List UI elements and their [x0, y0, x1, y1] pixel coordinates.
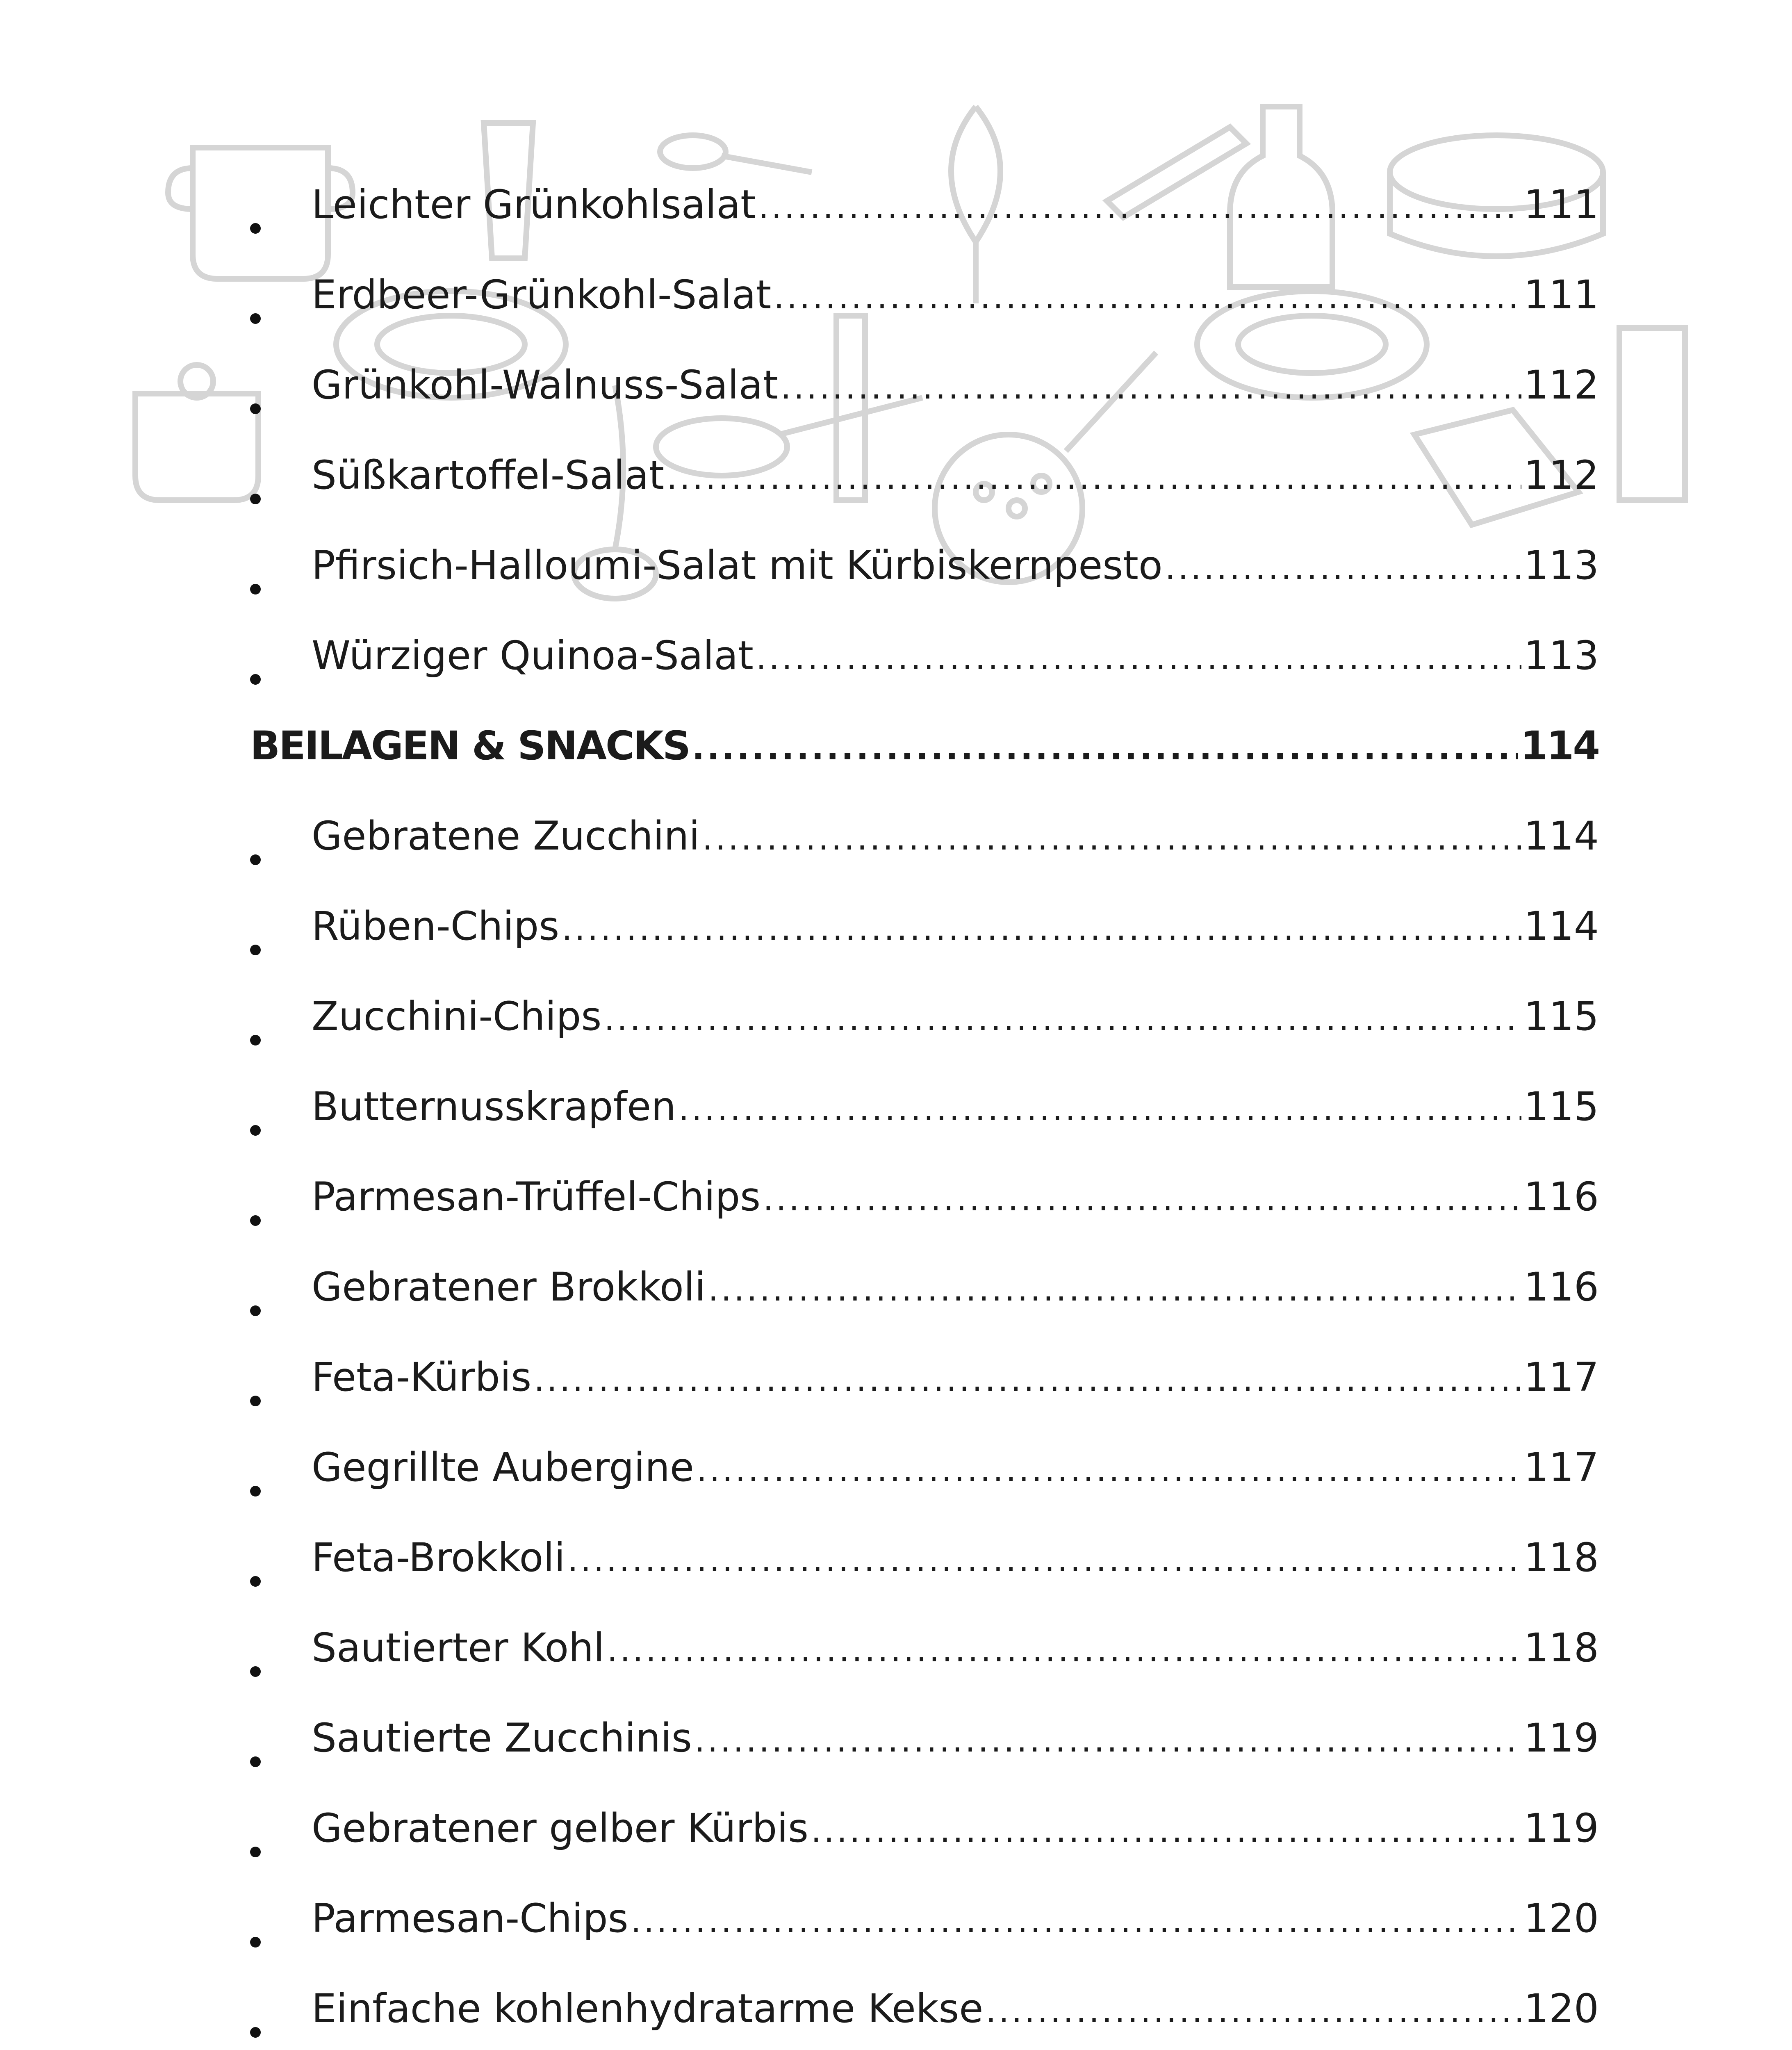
toc-page-number: 113 [1523, 633, 1599, 679]
toc-page-number: 117 [1523, 1444, 1599, 1490]
dot-leader [781, 365, 1521, 410]
toc-page-number: 118 [1523, 1625, 1599, 1671]
toc-page-number: 120 [1523, 1895, 1599, 1941]
toc-entry-title: Parmesan-Trüffel-Chips [312, 1174, 761, 1220]
toc-entry-title: Erdbeer-Grünkohl-Salat [312, 272, 772, 318]
dot-leader [758, 184, 1521, 230]
toc-page-number: 118 [1523, 1535, 1599, 1581]
toc-entry-title: Gebratener Brokkoli [312, 1264, 706, 1310]
toc-entry[interactable] [250, 182, 1599, 272]
toc-entry[interactable] [250, 813, 1599, 904]
toc-entry-title: Feta-Brokkoli [312, 1535, 565, 1581]
bullet-icon [250, 1843, 312, 1859]
toc-entry[interactable] [250, 1896, 1599, 1986]
dot-leader [607, 1628, 1521, 1673]
toc-entry-title: Gegrillte Aubergine [312, 1444, 694, 1490]
dot-leader [694, 1718, 1521, 1763]
toc-entry-title: Gebratene Zucchini [312, 813, 700, 859]
bullet-icon [250, 1392, 312, 1408]
bullet-icon [250, 1301, 312, 1318]
toc-page-number: 120 [1523, 1986, 1599, 2032]
bullet-icon [250, 1211, 312, 1228]
toc-page-number: 111 [1523, 182, 1599, 228]
toc-page-number: 119 [1523, 1715, 1599, 1761]
toc-entry-title: Pfirsich-Halloumi-Salat mit Kürbiskernpesto [312, 542, 1163, 588]
dot-leader [756, 636, 1521, 681]
toc-entry-title: Süßkartoffel-Salat [312, 452, 665, 498]
dot-leader [702, 816, 1521, 861]
bullet-icon [250, 399, 312, 416]
dot-leader [774, 275, 1521, 320]
toc-entry-title: Einfache kohlenhydratarme Kekse [312, 1986, 984, 2032]
toc-entry-title: BEILAGEN & SNACKS [250, 723, 690, 769]
bullet-icon [250, 1933, 312, 1949]
toc-entry-title: Sautierte Zucchinis [312, 1715, 692, 1761]
toc-page-number: 113 [1523, 542, 1599, 588]
toc-entry[interactable] [250, 543, 1599, 633]
toc-entry[interactable] [250, 453, 1599, 543]
bullet-icon [250, 1752, 312, 1769]
toc-entry[interactable] [250, 633, 1599, 723]
dot-leader [679, 1086, 1521, 1132]
toc-entry[interactable] [250, 1625, 1599, 1715]
toc-entry[interactable] [250, 362, 1599, 453]
bullet-icon [250, 1482, 312, 1498]
bullet-icon [250, 850, 312, 867]
bullet-icon [250, 670, 312, 686]
toc-entry-title: Leichter Grünkohlsalat [312, 182, 756, 228]
toc-entry[interactable] [250, 1986, 1599, 2050]
toc-entry-title: Grünkohl-Walnuss-Salat [312, 362, 779, 408]
toc-page-number: 114 [1523, 903, 1599, 949]
dot-leader [708, 1267, 1521, 1312]
dot-leader [568, 1538, 1521, 1583]
toc-entry-title: Butternusskrapfen [312, 1084, 676, 1130]
toc-entry-title: Zucchini-Chips [312, 993, 602, 1039]
toc-page-number: 112 [1523, 452, 1599, 498]
toc-entry[interactable] [250, 1715, 1599, 1806]
toc-entry[interactable] [250, 1174, 1599, 1264]
toc-entry-title: Feta-Kürbis [312, 1354, 532, 1400]
dot-leader [697, 1447, 1521, 1492]
bullet-icon [250, 1572, 312, 1588]
toc-page-number: 114 [1523, 813, 1599, 859]
toc-page-number: 115 [1523, 993, 1599, 1039]
table-of-contents [250, 182, 1599, 2050]
bullet-icon [250, 309, 312, 326]
toc-entry[interactable] [250, 1535, 1599, 1625]
toc-entry[interactable] [250, 1264, 1599, 1355]
toc-page-number: 119 [1523, 1805, 1599, 1851]
bullet-icon [250, 1662, 312, 1679]
dot-leader [631, 1898, 1521, 1943]
dot-leader [667, 455, 1521, 500]
toc-page-number: 114 [1520, 723, 1599, 769]
bullet-icon [250, 580, 312, 596]
toc-entry[interactable] [250, 904, 1599, 994]
dot-leader [763, 1177, 1521, 1222]
toc-page-number: 112 [1523, 362, 1599, 408]
toc-section-heading[interactable] [250, 723, 1599, 813]
toc-entry-title: Würziger Quinoa-Salat [312, 633, 754, 679]
dot-leader [562, 906, 1521, 951]
toc-page-number: 117 [1523, 1354, 1599, 1400]
toc-entry[interactable] [250, 1084, 1599, 1174]
toc-page-number: 116 [1523, 1174, 1599, 1220]
bullet-icon [250, 1121, 312, 1137]
dot-leader [604, 996, 1521, 1041]
toc-page-number: 111 [1523, 272, 1599, 318]
toc-entry[interactable] [250, 1355, 1599, 1445]
toc-entry[interactable] [250, 272, 1599, 362]
toc-entry-title: Parmesan-Chips [312, 1895, 628, 1941]
toc-entry-title: Gebratener gelber Kürbis [312, 1805, 809, 1851]
dot-leader [1165, 545, 1521, 590]
bullet-icon [250, 1031, 312, 1047]
dot-leader [692, 726, 1518, 771]
toc-entry-title: Rüben-Chips [312, 903, 560, 949]
dot-leader [811, 1808, 1521, 1853]
dot-leader [986, 1988, 1521, 2034]
bullet-icon [250, 941, 312, 957]
toc-entry[interactable] [250, 1445, 1599, 1535]
toc-page-number: 116 [1523, 1264, 1599, 1310]
bullet-icon [250, 490, 312, 506]
toc-entry-title: Sautierter Kohl [312, 1625, 605, 1671]
bullet-icon [250, 2023, 312, 2039]
dot-leader [534, 1357, 1521, 1402]
toc-entry[interactable] [250, 1806, 1599, 1896]
toc-page-number: 115 [1523, 1084, 1599, 1130]
bullet-icon [250, 219, 312, 235]
toc-entry[interactable] [250, 994, 1599, 1084]
